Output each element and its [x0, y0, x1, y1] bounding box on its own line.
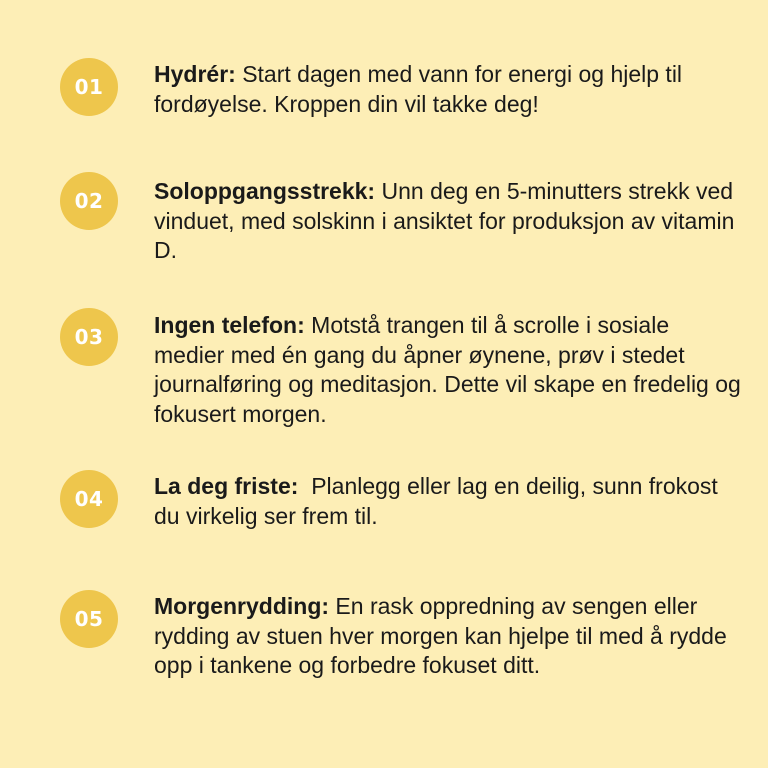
number-badge: 04 — [60, 470, 118, 528]
tip-text — [154, 311, 748, 429]
number-badge: 01 — [60, 58, 118, 116]
tip-body: En rask oppredning av sengen eller rydding av stuen hver morgen kan hjelpe til med å rydde opp i tankene og forbedre fokuset ditt. — [154, 593, 734, 678]
tip-body: Motstå trangen til å scrolle i sosiale medier med én gang du åpner øynene, prøv i stedet journalføring og meditasjon. Dette vil skape en fredelig og fokusert morgen. — [154, 312, 748, 427]
tip-body: Unn deg en 5-minutters strekk ved vinduet, med solskinn i ansiktet for produksjon av vitamin D. — [154, 178, 741, 263]
number-badge: 02 — [60, 172, 118, 230]
tip-text — [154, 592, 744, 681]
tip-text — [154, 177, 744, 266]
tip-heading: Hydrér: — [154, 61, 236, 87]
tip-heading: Soloppgangsstrekk: — [154, 178, 376, 204]
tip-text — [154, 60, 744, 119]
tip-body: Start dagen med vann for energi og hjelp til fordøyelse. Kroppen din vil takke deg! — [154, 61, 689, 117]
tip-heading: Ingen telefon: — [154, 312, 305, 338]
number-badge: 03 — [60, 308, 118, 366]
tip-text — [154, 472, 744, 531]
tip-heading: Morgenrydding: — [154, 593, 330, 619]
tip-heading: La deg friste: — [154, 473, 299, 499]
number-badge: 05 — [60, 590, 118, 648]
tip-body: Planlegg eller lag en deilig, sunn frokost du virkelig ser frem til. — [154, 473, 725, 529]
